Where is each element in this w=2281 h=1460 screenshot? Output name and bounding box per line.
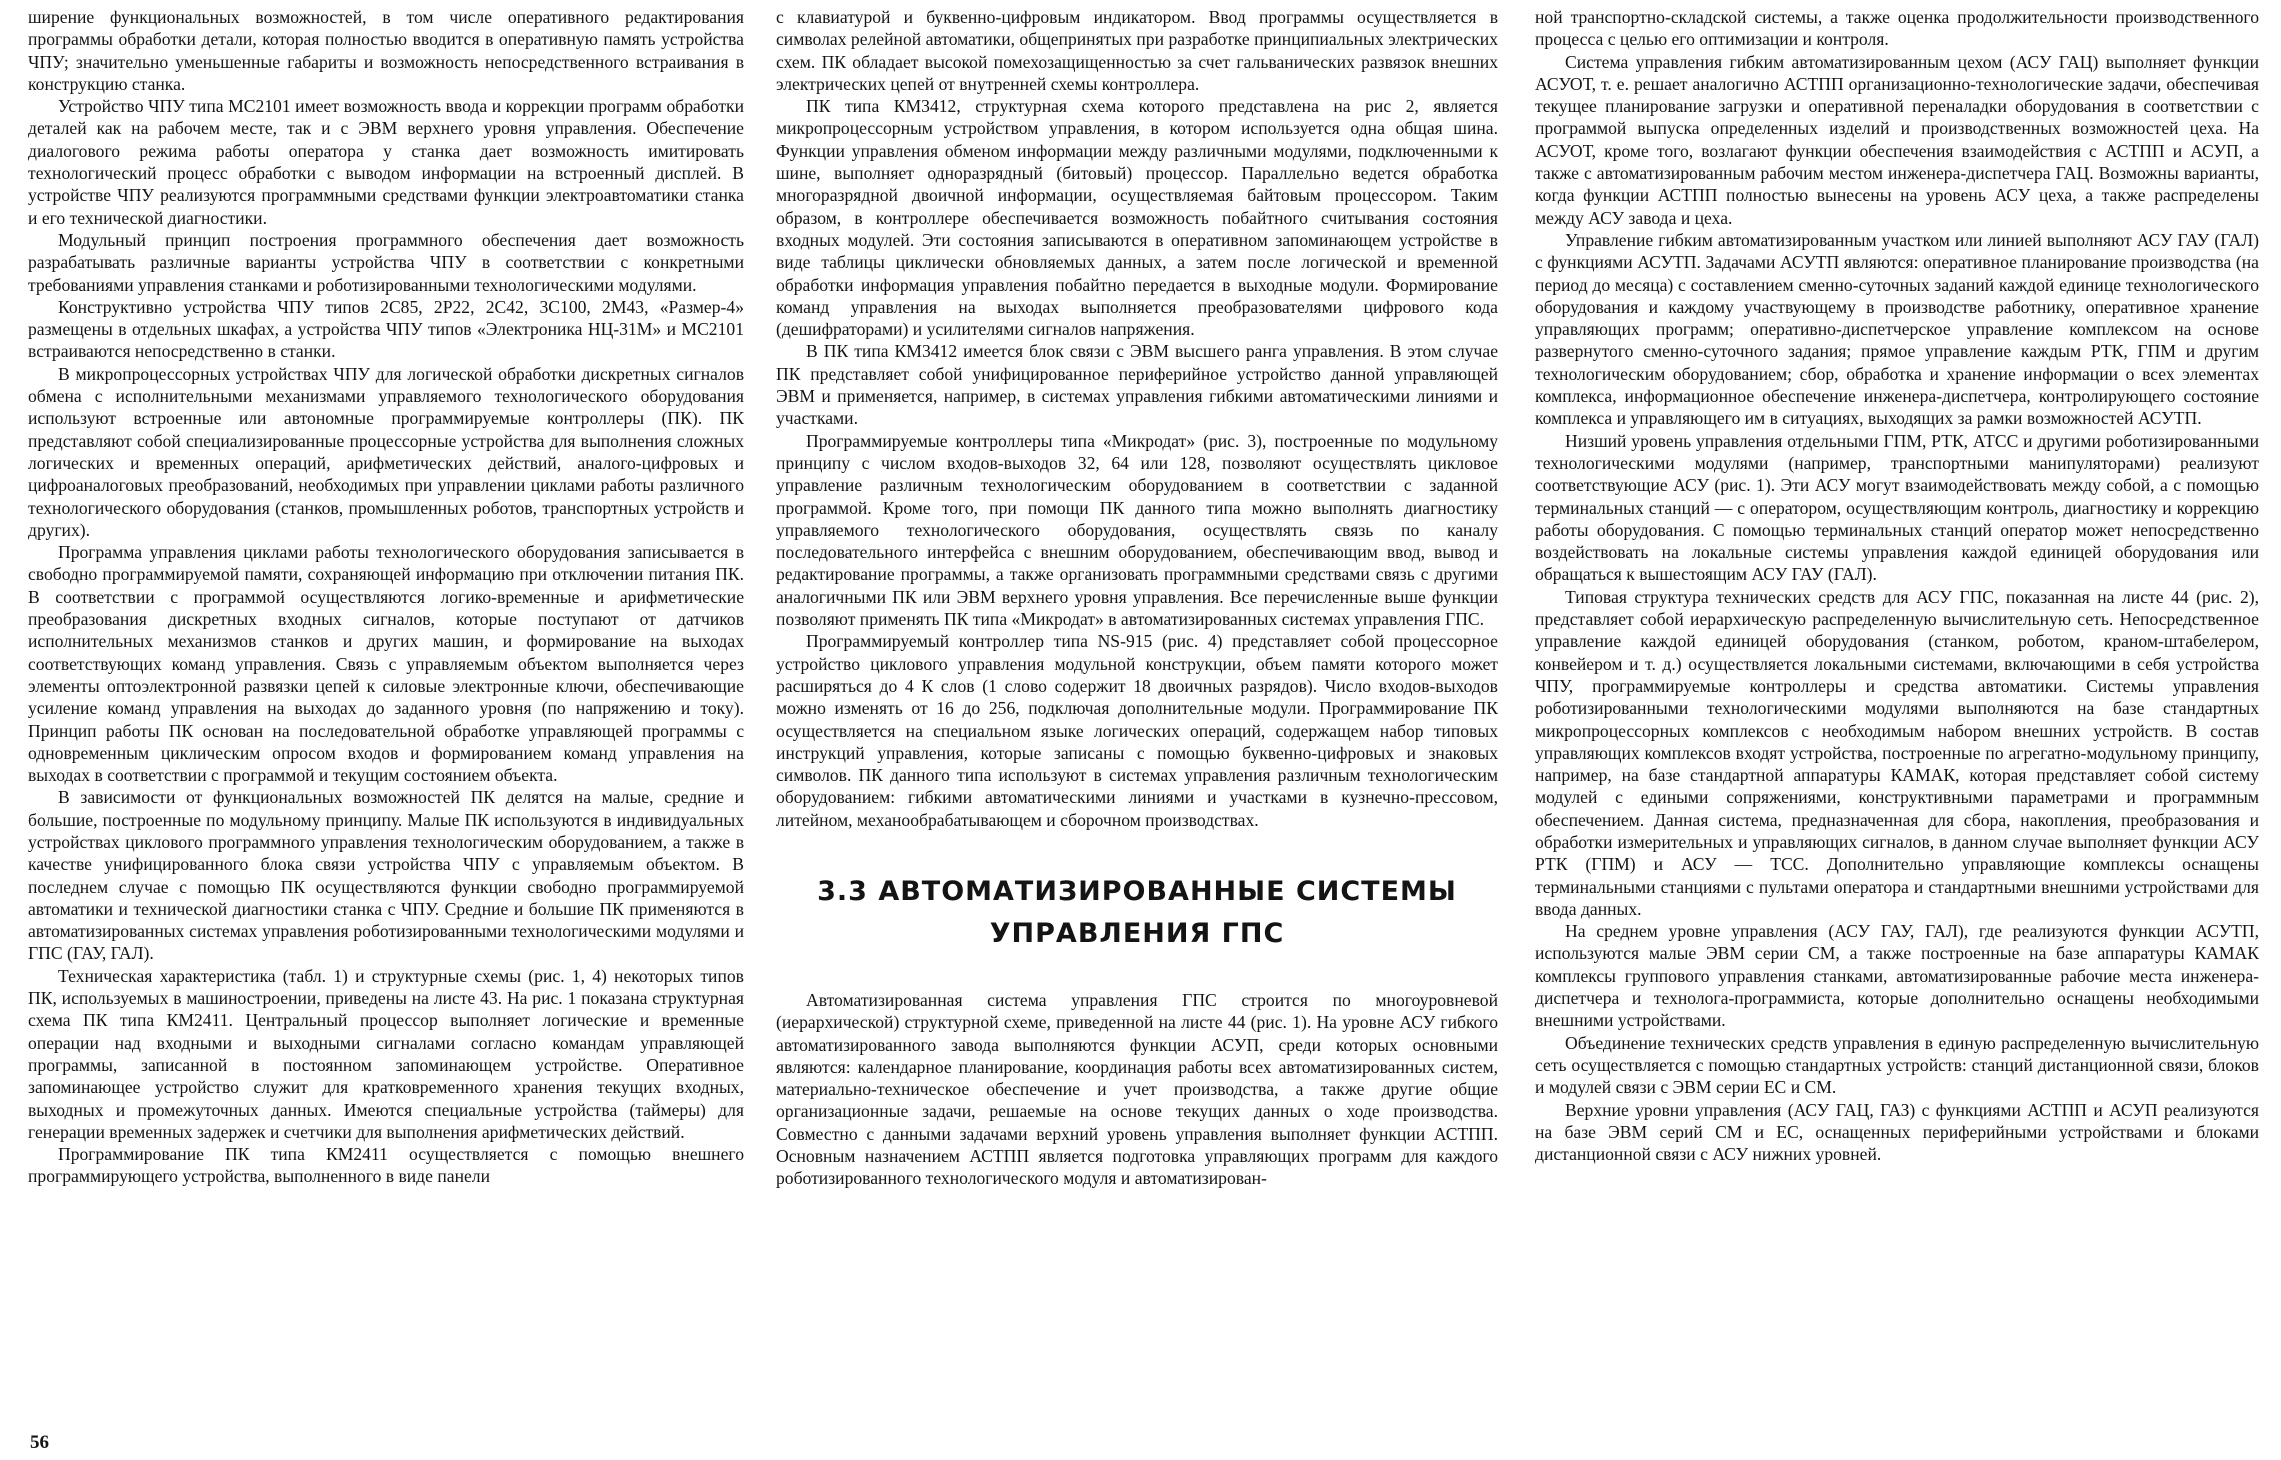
paragraph: Верхние уровни управления (АСУ ГАЦ, ГАЗ) с функциями АСТПП и АСУП реализуются на базе ЭВМ серий СМ и ЕС, оснащенных периферийными устройствами и блоками дистанционной связи с АСУ нижних уровней. (1535, 1099, 2259, 1165)
paragraph: ПК типа КМ3412, структурная схема которого представлена на рис 2, является микропроцессорным устройством управления, в котором используется одна общая шина. Функции управления обменом информации между различными модулями, подключенными к шине, выполняет одноразрядный (битовый) процессор. Параллельно ведется обработка многоразрядной двоичной информации, осуществляемая байтовым процессором. Таким образом, в контроллере обеспечивается возможность побайтного считывания состояния входных модулей. Эти состояния записываются в оперативном запоминающем устройстве в виде таблицы циклически обновляемых данных, а затем после логической и временной обработки информация управления побайтно передается в выходные модули. Формирование команд управления на выходах выполняется преобразователями цифрового кода (дешифраторами) и усилителями сигналов напряжения. (776, 96, 1498, 340)
column-right (1535, 6, 2259, 1165)
section-heading-line: УПРАВЛЕНИЯ ГПС (989, 917, 1285, 949)
section-heading (776, 871, 1498, 955)
paragraph: Низший уровень управления отдельными ГПМ, РТК, АТСС и другими роботизированными технологическими модулями (например, транспортными манипуляторами) реализуют соответствующие АСУ (рис. 1). Эти АСУ могут взаимодействовать между собой, а с помощью терминальных станций — с оператором, осуществляющим контроль, диагностику и коррекцию работы оборудования. С помощью терминальных станций оператор может непосредственно воздействовать на локальные системы управления каждой единицей оборудования или обращаться к вышестоящим АСУ ГАУ (ГАЛ). (1535, 430, 2259, 585)
paragraph: Автоматизированная система управления ГПС строится по многоуровневой (иерархической) структурной схеме, приведенной на листе 44 (рис. 1). На уровне АСУ гибкого автоматизированного завода выполняются функции АСУП, среди которых основными являются: календарное планирование, координация работы всех автоматизированных систем, материально-техническое обеспечение и учет производства, а также другие общие организационные задачи, решаемые на основе текущих данных о ходе производства. Совместно с данными задачами верхний уровень управления выполняет функции АСТПП. Основным назначением АСТПП является подготовка управляющих программ для каждого роботизированного технологического модуля и автоматизирован- (776, 989, 1498, 1189)
paragraph: Устройство ЧПУ типа МС2101 имеет возможность ввода и коррекции программ обработки деталей как на рабочем месте, так и с ЭВМ верхнего уровня управления. Обеспечение диалогового режима работы оператора у станка дает возможность имитировать технологический процесс обработки с выводом информации на встроенный дисплей. В устройстве ЧПУ реализуются программными средствами функции электроавтоматики станка и его технической диагностики. (28, 96, 744, 228)
paragraph: Техническая характеристика (табл. 1) и структурные схемы (рис. 1, 4) некоторых типов ПК, используемых в машиностроении, приведены на листе 43. На рис. 1 показана структурная схема ПК типа КМ2411. Центральный процессор выполняет логические и временные операции над входными и выходными сигналами согласно командам управляющей программы, записанной в постоянном запоминающем устройстве. Оперативное запоминающее устройство служит для кратковременного хранения текущих входных, выходных и промежуточных данных. Имеются специальные устройства (таймеры) для генерации временных задержек и счетчики для выполнения арифметических действий. (28, 965, 744, 1142)
paragraph: Программируемые контроллеры типа «Микродат» (рис. 3), построенные по модульному принципу с числом входов-выходов 32, 64 или 128, позволяют осуществлять цикловое управление различным технологическим оборудованием в соответствии с заданной программой. Кроме того, при помощи ПК данного типа можно выполнять диагностику управляемого технологического оборудования, осуществлять связь по каналу последовательного интерфейса с внешним оборудованием, обеспечивающим ввод, вывод и редактирование программы, а также организовать программными средствами связь с другими аналогичными ПК или ЭВМ верхнего уровня управления. Все перечисленные выше функции позволяют применять ПК типа «Микродат» в автоматизированных системах управления ГПС. (776, 430, 1498, 630)
paragraph: В ПК типа КМ3412 имеется блок связи с ЭВМ высшего ранга управления. В этом случае ПК представляет собой унифицированное периферийное устройство данной управляющей ЭВМ и применяется, например, в системах управления гибкими автоматическими линиями и участками. (776, 341, 1498, 429)
paragraph: На среднем уровне управления (АСУ ГАУ, ГАЛ), где реализуются функции АСУТП, используются малые ЭВМ серии СМ, а также построенные на базе аппаратуры КАМАК комплексы группового управления станками, автоматизированные рабочие места инженера-диспетчера и технолога-программиста, которые дополнительно оснащены необходимыми внешними устройствами. (1535, 921, 2259, 1031)
paragraph: Модульный принцип построения программного обеспечения дает возможность разрабатывать различные варианты устройства ЧПУ в соответствии с конкретными требованиями управления станками и роботизированными технологическими модулями. (28, 229, 744, 295)
paragraph: В микропроцессорных устройствах ЧПУ для логической обработки дискретных сигналов обмена с исполнительными механизмами управляемого технологического оборудования используют встроенные или автономные программируемые контроллеры (ПК). ПК представляют собой специализированные процессорные устройства для выполнения сложных логических и временных операций, арифметических действий, аналого-цифровых и цифроаналоговых преобразований, необходимых при управлении циклами работы различного технологического оборудования (станков, промышленных роботов, транспортных устройств и других). (28, 363, 744, 540)
paragraph: В зависимости от функциональных возможностей ПК делятся на малые, средние и большие, построенные по модульному принципу. Малые ПК используются в индивидуальных устройствах циклового программного управления технологическим оборудованием, а также в качестве унифицированного блока связи устройства ЧПУ с управляемым объектом. В последнем случае с помощью ПК осуществляются функции свободно программируемой автоматики и технической диагностики станка с ЧПУ. Средние и большие ПК применяются в автоматизированных системах управления роботизированными технологическими модулями и ГПС (ГАУ, ГАЛ). (28, 787, 744, 964)
section-heading-line: 3.3 АВТОМАТИЗИРОВАННЫЕ СИСТЕМЫ (817, 875, 1457, 907)
paragraph: Типовая структура технических средств для АСУ ГПС, показанная на листе 44 (рис. 2), представляет собой иерархическую распределенную вычислительную сеть. Непосредственное управление каждой единицей оборудования (станком, роботом, краном-штабелером, конвейером и т. д.) осуществляется локальными системами, включающими в себя устройства ЧПУ, программируемые контроллеры и средства автоматики. Системы управления роботизированными технологическими модулями выполняются на базе стандартных микропроцессорных комплексов с необходимым набором внешних устройств. В состав управляющих комплексов входят устройства, построенные по агрегатно-модульному принципу, например, на базе стандартной аппаратуры КАМАК, которая представляет собой систему модулей с едиными сопряжениями, конструктивными параметрами и программным обеспечением. Данная система, предназначенная для сбора, накопления, преобразования и обработки измерительных и управляющих сигналов, в данном случае выполняет функции АСУ РТК (ГПМ) и АСУ — ТСС. Дополнительно управляющие комплексы оснащены терминальными станциями с пультами оператора и стандартными внешними устройствами для ввода данных. (1535, 586, 2259, 919)
paragraph: Управление гибким автоматизированным участком или линией выполняют АСУ ГАУ (ГАЛ) с функциями АСУТП. Задачами АСУТП являются: оперативное планирование производства (на период до месяца) с составлением сменно-суточных заданий каждой единице технологического оборудования и каждому участвующему в производстве работнику, оперативное хранение управляющих программ; оперативно-диспетчерское управление комплексом на основе развернутого сменно-суточного задания; прямое управление каждым РТК, ГПМ и другим технологическим оборудованием; сбор, обработка и хранение информации о всех элементах комплекса, информационное обеспечение инженера-диспетчера, контролирующего состояние комплекса и управляющего им в ситуациях, выходящих за рамки возможностей АСУТП. (1535, 229, 2259, 429)
page-number: 56 (30, 1432, 49, 1453)
paragraph: с клавиатурой и буквенно-цифровым индикатором. Ввод программы осуществляется в символах релейной автоматики, общепринятых при разработке принципиальных электрических схем. ПК обладает высокой помехозащищенностью за счет гальванических развязок внешних электрических цепей от внутренней схемы контроллера. (776, 7, 1498, 94)
column-left (28, 6, 744, 1188)
paragraph: ширение функциональных возможностей, в том числе оперативного редактирования программы обработки детали, которая полностью вводится в оперативную память устройства ЧПУ; значительно уменьшенные габариты и возможность непосредственного встраивания в конструкцию станка. (28, 7, 744, 94)
paragraph: Программируемый контроллер типа NS-915 (рис. 4) представляет собой процессорное устройство циклового управления модульной конструкции, объем памяти которого может расширяться до 4 К слов (1 слово содержит 18 двоичных разрядов). Число входов-выходов можно изменять от 16 до 256, подключая дополнительные модули. Программирование ПК осуществляется на специальном языке логических операций, содержащем набор типовых инструкций управления, которые записаны с помощью буквенно-цифровых и знаковых символов. ПК данного типа используют в системах управления различным технологическим оборудованием: гибкими автоматическими линиями и участками в кузнечно-прессовом, литейном, механообрабатывающем и сборочном производствах. (776, 631, 1498, 830)
column-middle (776, 6, 1498, 1190)
paragraph: Программирование ПК типа КМ2411 осуществляется с помощью внешнего программирующего устройства, выполненного в виде панели (28, 1144, 744, 1187)
paragraph: Объединение технических средств управления в единую распределенную вычислительную сеть осуществляется с помощью стандартных устройств: станций дистанционной связи, блоков и модулей связи с ЭВМ серии ЕС и СМ. (1535, 1032, 2259, 1098)
paragraph: ной транспортно-складской системы, а также оценка продолжительности производственного процесса с целью его оптимизации и контроля. (1535, 7, 2259, 50)
paragraph: Конструктивно устройства ЧПУ типов 2С85, 2Р22, 2С42, 3С100, 2М43, «Размер-4» размещены в отдельных шкафах, а устройства ЧПУ типов «Электроника НЦ-31М» и МС2101 встраиваются непосредственно в станки. (28, 296, 744, 362)
paragraph: Система управления гибким автоматизированным цехом (АСУ ГАЦ) выполняет функции АСУОТ, т. е. решает аналогично АСТПП организационно-технологические задачи, обеспечивая текущее планирование загрузки и оперативной переналадки оборудования в соответствии с программой выпуска определенных изделий и производственных возможностей цеха. На АСУОТ, кроме того, возлагают функции обеспечения взаимодействия с АСТПП и АСУП, а также с автоматизированным рабочим местом инженера-диспетчера ГАЦ. Возможны варианты, когда функции АСТПП полностью вынесены на уровень АСУ цеха, а также распределены между АСУ завода и цеха. (1535, 51, 2259, 228)
paragraph: Программа управления циклами работы технологического оборудования записывается в свободно программируемой памяти, сохраняющей информацию при отключении питания ПК. В соответствии с программой осуществляются логико-временные и арифметические преобразования дискретных входных сигналов, которые поступают от датчиков исполнительных механизмов станков и других машин, и формирование на выходах соответствующих команд управления. Связь с управляемым объектом выполняется через элементы оптоэлектронной развязки цепей к силовые электронные ключи, обеспечивающие усиление команд управления на выходах до заданного уровня (по напряжению и току). Принцип работы ПК основан на последовательной обработке управляющей программы с одновременным циклическим опросом входов и формированием команд управления на выходах в соответствии с программой и текущим состоянием объекта. (28, 542, 744, 786)
